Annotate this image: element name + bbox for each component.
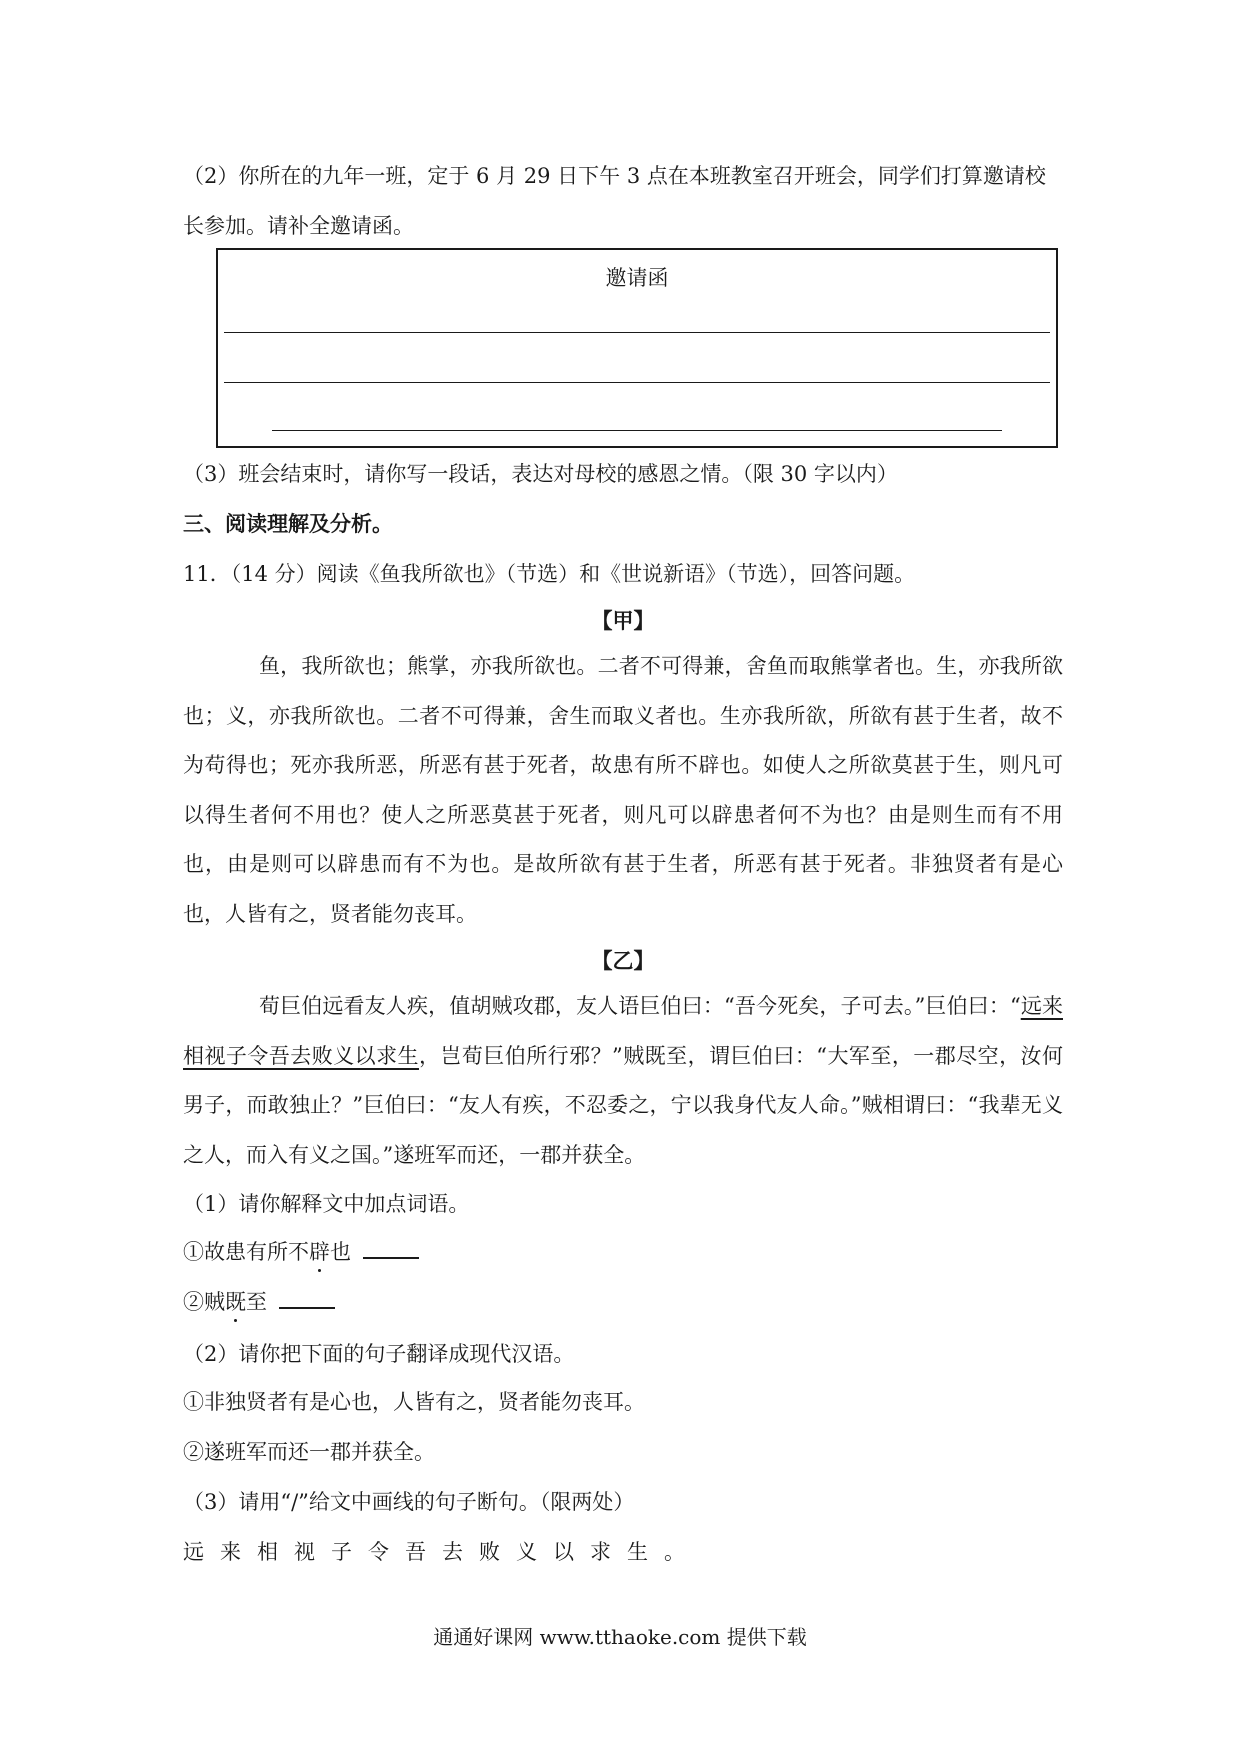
yi-underlined-sentence: 远来相视子令吾去败义以求生 xyxy=(183,994,1063,1068)
jia-passage: 鱼，我所欲也；熊掌，亦我所欲也。二者不可得兼，舍鱼而取熊掌者也。生，亦我所欲也；义，亦我所欲也。二者不可得兼，舍生而取义者也。生亦我所欲，所欲有甚于生者，故不为苟得也；死亦我所恶，所恶有甚于死者，故患有所不辟也。如使人之所欲莫甚于生，则凡可以得生者何不用也？使人之所恶莫甚于死者，则凡可以辟患者何不为也？由是则生而有不用也，由是则可以辟患而有不为也。是故所欲有甚于生者，所恶有甚于死者。非独贤者有是心也，人皆有之，贤者能勿丧耳。 xyxy=(183,654,1063,926)
sub1-item1-pre: ①故患有所不 xyxy=(183,1240,309,1264)
sub3-sentence: 远来相视子令吾去败义以求生。 xyxy=(183,1540,701,1564)
yi-text-before: 荀巨伯远看友人疾，值胡贼攻郡，友人语巨伯曰：“吾今死矣，子可去。”巨伯曰：“ xyxy=(259,994,1021,1018)
sub1-item2 xyxy=(183,1286,335,1316)
invitation-title: 邀请函 xyxy=(605,266,669,290)
answer-line-3 xyxy=(272,430,1002,431)
answer-line-2 xyxy=(224,382,1050,383)
q11-intro: 11．（14 分）阅读《鱼我所欲也》（节选）和《世说新语》（节选），回答问题。 xyxy=(183,562,916,586)
sub1-prompt: （1）请你解释文中加点词语。 xyxy=(183,1192,470,1216)
answer-blank-2[interactable] xyxy=(279,1287,335,1309)
yi-heading: 【乙】 xyxy=(591,949,655,973)
jia-heading: 【甲】 xyxy=(591,609,655,633)
dotted-word-2: 既 xyxy=(225,1286,246,1316)
answer-blank-1[interactable] xyxy=(363,1237,419,1259)
sub2-item2: ②遂班军而还一郡并获全。 xyxy=(183,1440,435,1464)
section-title: 三、阅读理解及分析。 xyxy=(183,512,393,536)
yi-passage xyxy=(183,982,1063,1180)
q2-line1: （2）你所在的九年一班，定于 6 月 29 日下午 3 点在本班教室召开班会，同学们打算邀请校 xyxy=(183,164,1046,188)
sub1-item1 xyxy=(183,1236,419,1266)
sub2-item1: ①非独贤者有是心也，人皆有之，贤者能勿丧耳。 xyxy=(183,1390,645,1414)
answer-line-1 xyxy=(224,332,1050,333)
q3-text: （3）班会结束时，请你写一段话，表达对母校的感恩之情。（限 30 字以内） xyxy=(183,462,898,486)
sub1-item2-pre: ②贼 xyxy=(183,1290,225,1314)
sub3-prompt: （3）请用“/”给文中画线的句子断句。（限两处） xyxy=(183,1490,635,1514)
sub1-item1-post: 也 xyxy=(330,1240,351,1264)
invitation-box xyxy=(216,248,1058,448)
sub1-item2-post: 至 xyxy=(246,1290,267,1314)
page-footer: 通通好课网 www.tthaoke.com 提供下载 xyxy=(433,1625,807,1649)
q2-line2: 长参加。请补全邀请函。 xyxy=(183,214,414,238)
sub2-prompt: （2）请你把下面的句子翻译成现代汉语。 xyxy=(183,1342,575,1366)
yi-text-after: ，岂荀巨伯所行邪？”贼既至，谓巨伯曰：“大军至，一郡尽空，汝何男子，而敢独止？”巨伯曰：“友人有疾，不忍委之，宁以我身代友人命。”贼相谓曰：“我辈无义之人，而入有义之国。”遂班军而还，一郡并获全。 xyxy=(183,1043,1063,1167)
dotted-word-1: 辟 xyxy=(309,1236,330,1266)
